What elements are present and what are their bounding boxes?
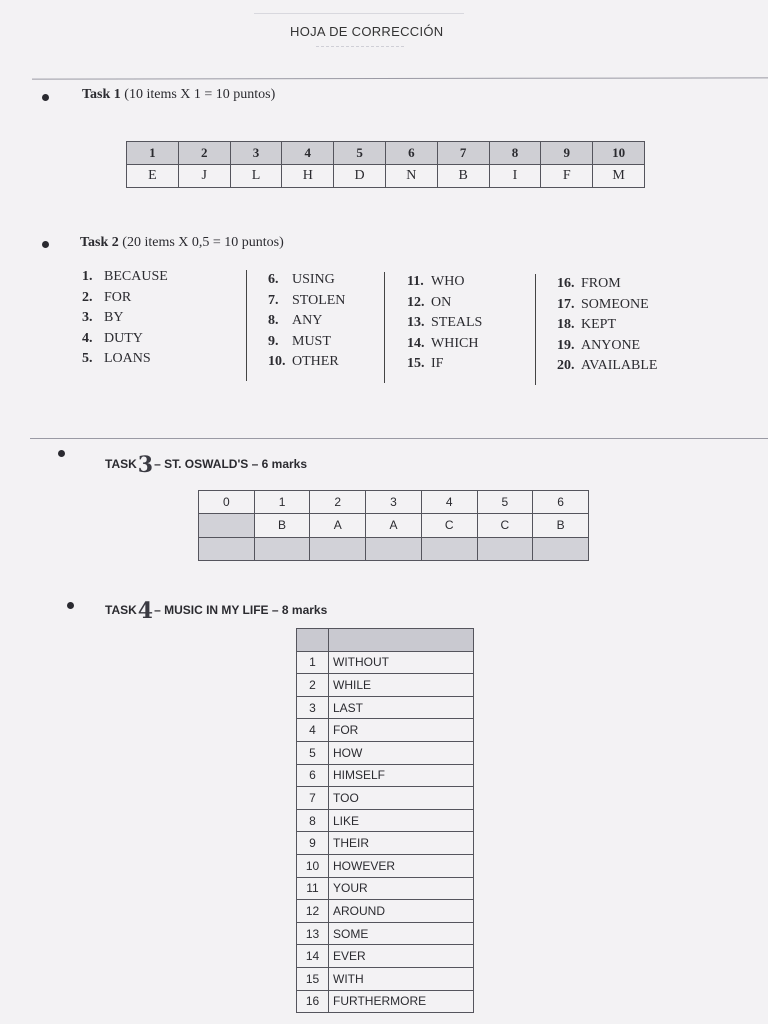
row-answer: THEIR (329, 832, 474, 855)
row-answer: HOW (329, 741, 474, 764)
task3-answer-cell: A (310, 514, 366, 537)
item-number: 2. (82, 289, 93, 305)
item-number: 5. (82, 351, 93, 366)
row-number: 8 (297, 809, 329, 832)
task4-table (296, 628, 474, 1013)
item-number: 7. (268, 292, 279, 308)
task2-label: Task 2 (80, 235, 119, 250)
task1-answer-cell: E (127, 165, 179, 188)
table-row (297, 832, 474, 855)
item-word: FROM (581, 276, 621, 291)
row-number: 12 (297, 900, 329, 923)
task4-title: – MUSIC IN MY LIFE – 8 marks (154, 603, 328, 617)
task1-answer-cell: D (334, 165, 386, 188)
row-answer: HIMSELF (329, 764, 474, 787)
task3-num-cell: 4 (421, 491, 477, 514)
task3-num-cell: 3 (366, 491, 422, 514)
row-answer: HOWEVER (329, 854, 474, 877)
list-item (557, 336, 658, 357)
bullet-icon (67, 602, 74, 609)
task2-column-3 (407, 272, 482, 375)
title-underline (316, 46, 404, 47)
row-number: 3 (297, 696, 329, 719)
task3-prefix: TASK (105, 457, 137, 471)
task3-answer-cell: B (254, 514, 310, 537)
task3-num-cell: 0 (199, 491, 255, 514)
column-divider (535, 274, 536, 385)
task3-heading (105, 448, 308, 478)
item-word: WHO (431, 274, 465, 289)
row-answer: WITHOUT (329, 651, 474, 674)
task1-answer-cell: M (593, 165, 645, 188)
task3-num-cell: 2 (310, 491, 366, 514)
task1-answer-cell: B (437, 165, 489, 188)
table-row (297, 945, 474, 968)
task4-prefix: TASK (105, 603, 137, 617)
row-number: 7 (297, 787, 329, 810)
list-item (407, 313, 482, 334)
task1-answer-cell: N (385, 165, 437, 188)
table-row (297, 900, 474, 923)
task2-heading (80, 235, 284, 251)
row-answer: FOR (329, 719, 474, 742)
table-row (297, 922, 474, 945)
list-item (82, 308, 168, 329)
table-row (297, 967, 474, 990)
task3-answer-cell: A (366, 514, 422, 537)
row-number: 5 (297, 741, 329, 764)
row-number: 14 (297, 945, 329, 968)
table-row (297, 674, 474, 697)
task1-num-cell: 5 (334, 142, 386, 165)
item-number: 1. (82, 269, 93, 284)
task1-num-cell: 6 (385, 142, 437, 165)
row-number: 2 (297, 674, 329, 697)
bullet-icon (42, 94, 49, 101)
top-divider (254, 13, 464, 14)
item-number: 19. (557, 337, 575, 353)
table-row (297, 809, 474, 832)
table-row (297, 719, 474, 742)
item-word: STEALS (431, 315, 483, 330)
task3-answer-cell: C (421, 514, 477, 537)
bullet-icon (58, 450, 65, 457)
task1-label: Task 1 (82, 87, 121, 102)
row-number: 6 (297, 764, 329, 787)
item-number: 16. (557, 276, 575, 291)
row-answer: LIKE (329, 809, 474, 832)
task1-num-cell: 7 (437, 142, 489, 165)
task4-header-cell (329, 629, 474, 652)
row-answer: FURTHERMORE (329, 990, 474, 1013)
item-word: OTHER (292, 354, 339, 369)
task3-blank-cell (421, 537, 477, 560)
table-row (297, 741, 474, 764)
page-title: HOJA DE CORRECCIÓN (290, 24, 444, 39)
list-item (268, 270, 345, 291)
task3-answer-cell: B (533, 514, 589, 537)
task1-answer-cell: I (489, 165, 541, 188)
task2-scoring: (20 items X 0,5 = 10 puntos) (122, 235, 284, 250)
list-item (268, 291, 345, 312)
list-item (82, 288, 168, 309)
row-answer: SOME (329, 922, 474, 945)
task1-num-cell: 4 (282, 142, 334, 165)
item-word: STOLEN (292, 292, 346, 308)
item-number: 14. (407, 335, 425, 351)
item-number: 4. (82, 330, 93, 346)
task3-blank-cell (477, 537, 533, 560)
task3-answer-cell (199, 514, 255, 537)
task1-heading (82, 87, 275, 103)
row-answer: WHILE (329, 674, 474, 697)
task1-answer-cell: J (178, 165, 230, 188)
task1-num-cell: 1 (127, 142, 179, 165)
task3-blank-cell (366, 537, 422, 560)
list-item (268, 332, 345, 353)
item-word: MUST (292, 333, 331, 349)
row-number: 4 (297, 719, 329, 742)
row-answer: TOO (329, 787, 474, 810)
list-item (557, 315, 658, 336)
item-word: ANYONE (581, 337, 641, 353)
task4-header-cell (297, 629, 329, 652)
table-row (297, 651, 474, 674)
column-divider (384, 272, 385, 383)
task3-num-cell: 6 (533, 491, 589, 514)
table-row (297, 990, 474, 1013)
item-word: WHICH (431, 335, 479, 351)
row-number: 11 (297, 877, 329, 900)
task1-answer-row (127, 165, 645, 188)
task3-title: – ST. OSWALD'S – 6 marks (154, 457, 308, 471)
task3-blank-cell (254, 537, 310, 560)
task4-heading (105, 594, 328, 624)
task3-blank-cell (310, 537, 366, 560)
list-item (407, 354, 482, 375)
item-word: ANY (292, 313, 323, 328)
item-word: IF (431, 356, 444, 371)
task3-handwritten-number: 3 (137, 452, 154, 478)
task1-num-cell: 10 (593, 142, 645, 165)
list-item (407, 272, 482, 293)
item-number: 18. (557, 317, 575, 332)
row-answer: EVER (329, 945, 474, 968)
item-number: 20. (557, 358, 575, 373)
item-word: SOMEONE (581, 296, 649, 312)
row-answer: WITH (329, 967, 474, 990)
item-word: USING (292, 272, 335, 287)
item-word: BY (104, 310, 124, 325)
task3-answer-row (199, 514, 589, 537)
item-word: ON (431, 294, 452, 310)
item-number: 17. (557, 296, 575, 312)
item-number: 6. (268, 272, 279, 287)
task3-num-cell: 5 (477, 491, 533, 514)
task3-blank-cell (199, 537, 255, 560)
task1-table (126, 141, 645, 188)
task2-column-4 (557, 274, 658, 377)
task1-num-cell: 3 (230, 142, 282, 165)
section-divider (32, 77, 768, 79)
item-number: 13. (407, 315, 425, 330)
row-number: 13 (297, 922, 329, 945)
task3-number-row (199, 491, 589, 514)
row-number: 16 (297, 990, 329, 1013)
item-word: FOR (104, 289, 132, 305)
list-item (407, 293, 482, 314)
task4-handwritten-number: 4 (137, 598, 154, 624)
task3-answer-cell: C (477, 514, 533, 537)
row-answer: LAST (329, 696, 474, 719)
row-number: 1 (297, 651, 329, 674)
table-row (297, 854, 474, 877)
bullet-icon (42, 241, 49, 248)
list-item (82, 329, 168, 350)
task1-answer-cell: L (230, 165, 282, 188)
item-number: 12. (407, 294, 425, 310)
section-divider (30, 438, 768, 439)
item-number: 9. (268, 333, 279, 349)
column-divider (246, 270, 247, 381)
list-item (557, 356, 658, 377)
list-item (268, 352, 345, 373)
task2-column-2 (268, 270, 345, 373)
task3-num-cell: 1 (254, 491, 310, 514)
row-answer: AROUND (329, 900, 474, 923)
list-item (407, 334, 482, 355)
list-item (557, 295, 658, 316)
item-word: LOANS (104, 351, 151, 366)
item-number: 11. (407, 274, 424, 289)
task1-answer-cell: H (282, 165, 334, 188)
table-row (297, 764, 474, 787)
task1-num-cell: 2 (178, 142, 230, 165)
item-number: 10. (268, 354, 286, 369)
task1-scoring: (10 items X 1 = 10 puntos) (124, 87, 276, 102)
task1-answer-cell: F (541, 165, 593, 188)
task4-header-row (297, 629, 474, 652)
row-answer: YOUR (329, 877, 474, 900)
item-word: AVAILABLE (581, 358, 658, 373)
task3-blank-cell (533, 537, 589, 560)
task1-num-cell: 8 (489, 142, 541, 165)
task3-table (198, 490, 589, 561)
item-word: DUTY (104, 330, 143, 346)
row-number: 10 (297, 854, 329, 877)
item-number: 3. (82, 310, 93, 325)
list-item (82, 267, 168, 288)
item-word: KEPT (581, 317, 616, 332)
task1-number-row (127, 142, 645, 165)
item-number: 15. (407, 356, 425, 371)
row-number: 15 (297, 967, 329, 990)
list-item (82, 349, 168, 370)
task3-blank-row (199, 537, 589, 560)
task1-num-cell: 9 (541, 142, 593, 165)
table-row (297, 877, 474, 900)
table-row (297, 787, 474, 810)
item-number: 8. (268, 313, 279, 328)
list-item (557, 274, 658, 295)
task2-column-1 (82, 267, 168, 370)
list-item (268, 311, 345, 332)
row-number: 9 (297, 832, 329, 855)
table-row (297, 696, 474, 719)
item-word: BECAUSE (104, 269, 168, 284)
